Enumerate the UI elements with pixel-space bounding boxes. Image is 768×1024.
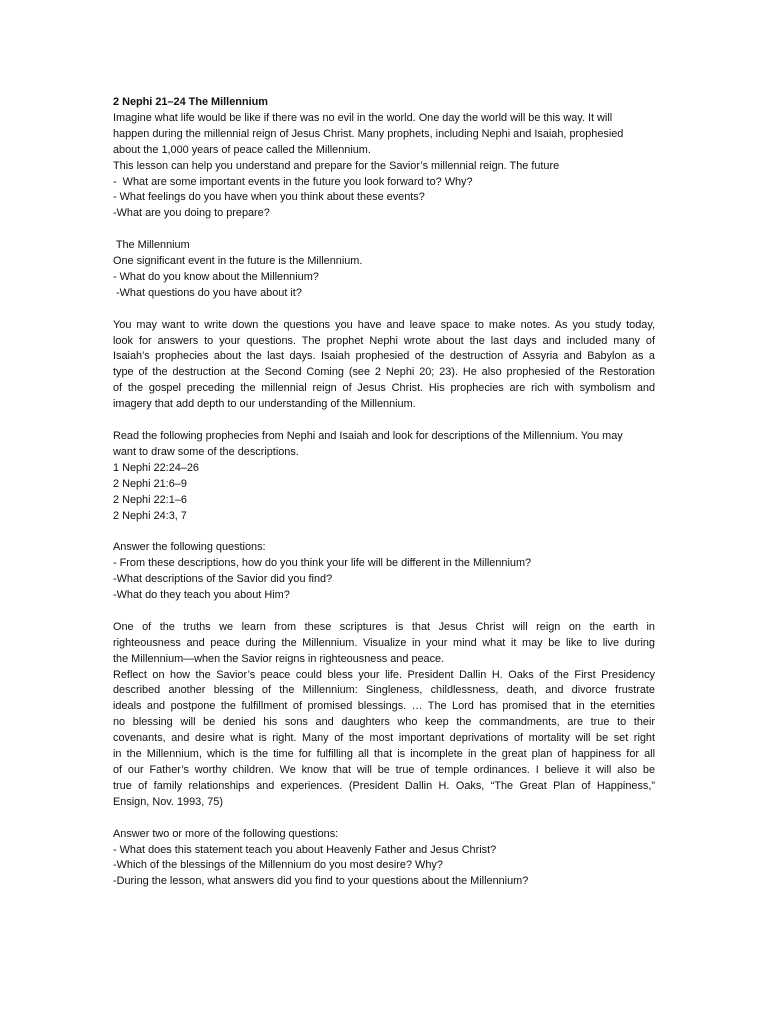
text-line: the Millennium—when the Savior reigns in righteousness and peace. [113, 652, 445, 665]
spacer [113, 524, 655, 540]
text-line: Isaiah’s prophecies about the last days. Isaiah prophesied of the destruction of Assyria and Babylon as a [113, 350, 655, 363]
text-line: imagery that add depth to our understanding of the Millennium. [113, 398, 416, 411]
text-line: no blessing will be denied his sons and daughters who keep the commandments, are true to their [113, 716, 655, 729]
question-item: -During the lesson, what answers did you find to your questions about the Millennium? [113, 875, 529, 888]
text-line: covenants, and desire what is right. Many of the most important deprivations of mortality will be set right [113, 732, 655, 745]
text-line: righteousness and peace during the Millennium. Visualize in your mind what it may be like to live during [113, 636, 655, 649]
question-item: -What are you doing to prepare? [113, 207, 270, 220]
text-line: One significant event in the future is the Millennium. [113, 255, 363, 268]
text-line: Imagine what life would be like if there was no evil in the world. One day the world will be this way. It will [113, 111, 613, 124]
text-line: true of family relationships and experiences. (President Dallin H. Oaks, “The Great Plan of Happiness,” [113, 779, 655, 792]
text-line: Read the following prophecies from Nephi and Isaiah and look for descriptions of the Millennium. You may [113, 429, 623, 442]
scripture-reference: 1 Nephi 22:24–26 [113, 461, 199, 474]
text-line: ideals and postpone the fulfillment of promised blessings. … The Lord has promised that in the eternities [113, 700, 655, 713]
spacer [113, 222, 655, 238]
text-line: This lesson can help you understand and prepare for the Savior’s millennial reign. The future [113, 159, 560, 172]
spacer [113, 811, 655, 827]
text-line: Ensign, Nov. 1993, 75) [113, 795, 223, 808]
millennium-section [113, 238, 655, 302]
text-line: Answer two or more of the following questions: [113, 827, 339, 840]
answer-section [113, 540, 655, 604]
spacer [113, 604, 655, 620]
document-body [113, 95, 655, 890]
final-questions-section [113, 827, 655, 891]
text-line: of our Father’s worthy children. We know that will be true of temple ordinances. I believe it will also be [113, 763, 655, 776]
scripture-reference: 2 Nephi 24:3, 7 [113, 509, 187, 522]
scripture-reference: 2 Nephi 21:6–9 [113, 477, 187, 490]
document-title: 2 Nephi 21–24 The Millennium [113, 96, 268, 108]
question-item: -What questions do you have about it? [113, 286, 302, 299]
question-item: - What are some important events in the future you look forward to? Why? [113, 175, 473, 188]
notes-paragraph [113, 318, 655, 413]
text-line: Reflect on how the Savior’s peace could bless your life. President Dallin H. Oaks of the First Presidency [113, 668, 655, 681]
question-item: -What descriptions of the Savior did you find? [113, 573, 333, 586]
text-line: of the gospel preceding the millennial reign of Jesus Christ. His prophecies are rich with symbolism and [113, 382, 655, 395]
text-line: type of the destruction at the Second Coming (see 2 Nephi 20; 23). He also prophesied of the Restoration [113, 366, 655, 379]
text-line: want to draw some of the descriptions. [113, 445, 299, 458]
text-line: look for answers to your questions. The prophet Nephi wrote about the last days and included many of [113, 334, 655, 347]
text-line: described another blessing of the Millennium: Singleness, childlessness, death, and divorce frustrate [113, 684, 655, 697]
question-item: - What do you know about the Millennium? [113, 270, 319, 283]
question-item: -What do they teach you about Him? [113, 589, 290, 602]
text-line: Answer the following questions: [113, 541, 266, 554]
text-line: happen during the millennial reign of Jesus Christ. Many prophets, including Nephi and Isaiah, prophesied [113, 127, 624, 140]
text-line: You may want to write down the questions you have and leave space to make notes. As you study today, [113, 318, 655, 331]
question-item: - What does this statement teach you about Heavenly Father and Jesus Christ? [113, 843, 497, 856]
truths-paragraph [113, 620, 655, 811]
section-heading: The Millennium [113, 239, 190, 252]
text-line: in the Millennium, which is the time for fulfilling all that is incomplete in the great plan of happiness for all [113, 748, 655, 761]
question-item: -Which of the blessings of the Millennium do you most desire? Why? [113, 859, 443, 872]
spacer [113, 302, 655, 318]
read-section [113, 429, 655, 524]
intro-block [113, 111, 655, 222]
text-line: about the 1,000 years of peace called the Millennium. [113, 143, 371, 156]
spacer [113, 413, 655, 429]
question-item: - From these descriptions, how do you think your life will be different in the Millennium? [113, 557, 532, 570]
text-line: One of the truths we learn from these scriptures is that Jesus Christ will reign on the earth in [113, 620, 655, 633]
scripture-reference: 2 Nephi 22:1–6 [113, 493, 187, 506]
question-item: - What feelings do you have when you think about these events? [113, 191, 425, 204]
